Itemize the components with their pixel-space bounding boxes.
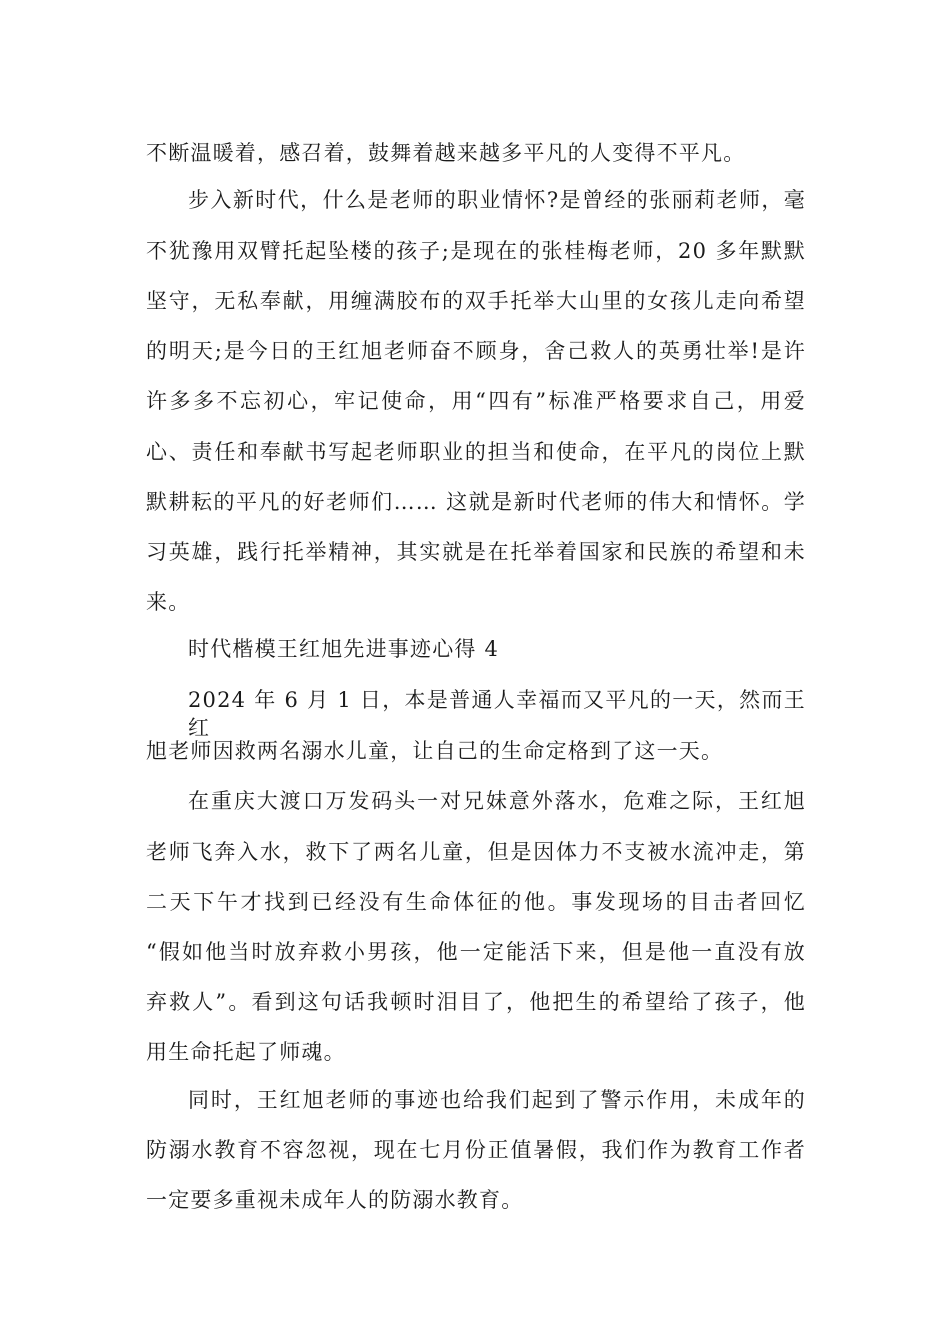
text-line: 用生命托起了师魂。 bbox=[146, 1040, 346, 1064]
text-line: 二天下午才找到已经没有生命体征的他。事发现场的目击者回忆 bbox=[146, 890, 806, 914]
text-line: 不犹豫用双臂托起坠楼的孩子;是现在的张桂梅老师，20 多年默默 bbox=[146, 239, 806, 263]
text-line: 旭老师因救两名溺水儿童，让自己的生命定格到了这一天。 bbox=[146, 739, 724, 763]
text-line: 同时，王红旭老师的事迹也给我们起到了警示作用，未成年的 bbox=[188, 1088, 806, 1112]
text-line: “假如他当时放弃救小男孩，他一定能活下来，但是他一直没有放 bbox=[146, 940, 806, 964]
section-heading: 时代楷模王红旭先进事迹心得 4 bbox=[188, 637, 500, 661]
text-line: 的明天;是今日的王红旭老师奋不顾身，舍己救人的英勇壮举!是许 bbox=[146, 339, 806, 363]
text-line: 2024 年 6 月 1 日，本是普通人幸福而又平凡的一天，然而王红 bbox=[188, 688, 806, 740]
text-line: 心、责任和奉献书写起老师职业的担当和使命，在平凡的岗位上默 bbox=[146, 440, 806, 464]
text-line: 许多多不忘初心，牢记使命，用“四有”标准严格要求自己，用爱 bbox=[146, 389, 806, 413]
text-line: 一定要多重视未成年人的防溺水教育。 bbox=[146, 1188, 524, 1212]
text-line: 老师飞奔入水，救下了两名儿童，但是因体力不支被水流冲走，第 bbox=[146, 840, 806, 864]
text-line: 来。 bbox=[146, 590, 191, 614]
text-line: 习英雄，践行托举精神，其实就是在托举着国家和民族的希望和未 bbox=[146, 540, 806, 564]
text-line: 坚守，无私奉献，用缠满胶布的双手托举大山里的女孩儿走向希望 bbox=[146, 289, 806, 313]
text-line: 防溺水教育不容忽视，现在七月份正值暑假，我们作为教育工作者 bbox=[146, 1138, 806, 1162]
text-line: 默耕耘的平凡的好老师们…… 这就是新时代老师的伟大和情怀。学 bbox=[146, 490, 806, 514]
text-line: 弃救人”。看到这句话我顿时泪目了，他把生的希望给了孩子，他 bbox=[146, 990, 806, 1014]
text-line: 不断温暖着，感召着，鼓舞着越来越多平凡的人变得不平凡。 bbox=[146, 141, 746, 165]
text-line: 步入新时代，什么是老师的职业情怀?是曾经的张丽莉老师，毫 bbox=[188, 188, 806, 212]
text-line: 在重庆大渡口万发码头一对兄妹意外落水，危难之际，王红旭 bbox=[188, 789, 806, 813]
